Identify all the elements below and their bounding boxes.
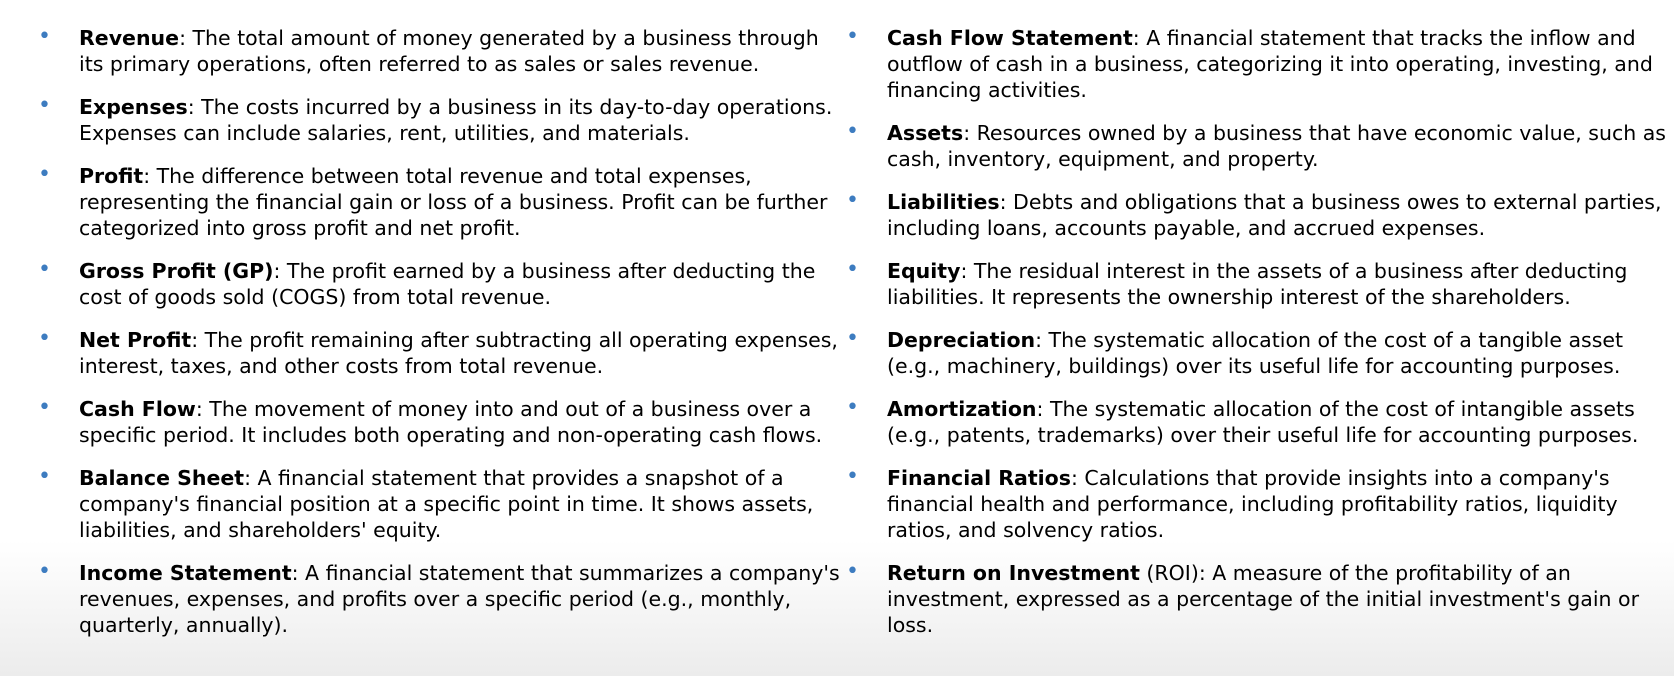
term-item-profit	[38, 162, 849, 241]
bullet-icon: •	[846, 188, 859, 213]
term-item-depreciation	[846, 326, 1669, 379]
term-definition: : Resources owned by a business that have economic value, such as cash, inventory, equipment, and property.	[887, 121, 1666, 171]
bullet-icon: •	[38, 24, 51, 49]
term-label: Expenses	[79, 95, 188, 119]
term-item-return-on-investment	[846, 559, 1669, 638]
term-definition: : A financial statement that provides a snapshot of a company's financial position at a specific point in time. It shows assets, liabilities, and shareholders' equity.	[79, 466, 814, 542]
term-definition: : A measure of the profitability of an investment, expressed as a percentage of the initial investment's gain or loss.	[887, 561, 1640, 637]
left-term-list	[38, 24, 849, 655]
term-item-amortization	[846, 395, 1669, 448]
term-definition: : Calculations that provide insights into a company's financial health and performance, including profitability ratios, liquidity ratios, and solvency ratios.	[887, 466, 1618, 542]
term-label: Equity	[887, 259, 961, 283]
bullet-icon: •	[38, 326, 51, 351]
term-item-cash-flow	[38, 395, 849, 448]
term-definition: : The total amount of money generated by a business through its primary operations, often referred to as sales or sales revenue.	[79, 26, 819, 76]
term-item-expenses	[38, 93, 849, 146]
term-item-gross-profit	[38, 257, 849, 310]
term-label: Liabilities	[887, 190, 1000, 214]
term-definition: : Debts and obligations that a business owes to external parties, including loans, accounts payable, and accrued expenses.	[887, 190, 1662, 240]
term-label: Depreciation	[887, 328, 1036, 352]
term-suffix: (ROI)	[1139, 561, 1199, 585]
term-label: Financial Ratios	[887, 466, 1071, 490]
term-definition: : The profit remaining after subtracting all operating expenses, interest, taxes, and other costs from total revenue.	[79, 328, 838, 378]
term-item-financial-ratios	[846, 464, 1669, 543]
term-definition: : The profit earned by a business after deducting the cost of goods sold (COGS) from total revenue.	[79, 259, 816, 309]
term-definition: : A financial statement that tracks the inflow and outflow of cash in a business, categorizing it into operating, investing, and financing activities.	[887, 26, 1653, 102]
bullet-icon: •	[846, 464, 859, 489]
term-label: Assets	[887, 121, 964, 145]
bullet-icon: •	[846, 24, 859, 49]
term-definition: : A financial statement that summarizes a company's revenues, expenses, and profits over a specific period (e.g., monthly, quarterly, annually).	[79, 561, 840, 637]
bullet-icon: •	[38, 559, 51, 584]
term-item-net-profit	[38, 326, 849, 379]
term-definition: : The systematic allocation of the cost of intangible assets (e.g., patents, trademarks) over their useful life for accounting purposes.	[887, 397, 1639, 447]
term-label: Profit	[79, 164, 144, 188]
term-label: Balance Sheet	[79, 466, 245, 490]
term-label: Revenue	[79, 26, 180, 50]
term-item-balance-sheet	[38, 464, 849, 543]
term-label: Income Statement	[79, 561, 292, 585]
bullet-icon: •	[846, 326, 859, 351]
term-item-liabilities	[846, 188, 1669, 241]
right-term-list	[846, 24, 1669, 655]
bullet-icon: •	[846, 257, 859, 282]
term-item-revenue	[38, 24, 849, 77]
bullet-icon: •	[846, 395, 859, 420]
term-label: Gross Profit (GP)	[79, 259, 274, 283]
term-definition: : The systematic allocation of the cost of a tangible asset (e.g., machinery, buildings) over its useful life for accounting purposes.	[887, 328, 1624, 378]
bullet-icon: •	[846, 559, 859, 584]
bullet-icon: •	[38, 464, 51, 489]
bullet-icon: •	[38, 257, 51, 282]
term-label: Cash Flow Statement	[887, 26, 1133, 50]
term-definition: : The difference between total revenue and total expenses, representing the financial gain or loss of a business. Profit can be further categorized into gross profit and net profit.	[79, 164, 828, 240]
term-label: Amortization	[887, 397, 1037, 421]
term-definition: : The residual interest in the assets of a business after deducting liabilities. It represents the ownership interest of the shareholders.	[887, 259, 1628, 309]
bullet-icon: •	[846, 119, 859, 144]
term-item-income-statement	[38, 559, 849, 638]
term-item-assets	[846, 119, 1669, 172]
term-label: Cash Flow	[79, 397, 196, 421]
term-definition: : The movement of money into and out of a business over a specific period. It includes both operating and non-operating cash flows.	[79, 397, 823, 447]
term-label: Net Profit	[79, 328, 192, 352]
bullet-icon: •	[38, 395, 51, 420]
term-label: Return on Investment	[887, 561, 1140, 585]
term-item-cash-flow-statement	[846, 24, 1669, 103]
bullet-icon: •	[38, 162, 51, 187]
term-item-equity	[846, 257, 1669, 310]
bullet-icon: •	[38, 93, 51, 118]
term-definition: : The costs incurred by a business in its day-to-day operations. Expenses can include salaries, rent, utilities, and materials.	[79, 95, 833, 145]
